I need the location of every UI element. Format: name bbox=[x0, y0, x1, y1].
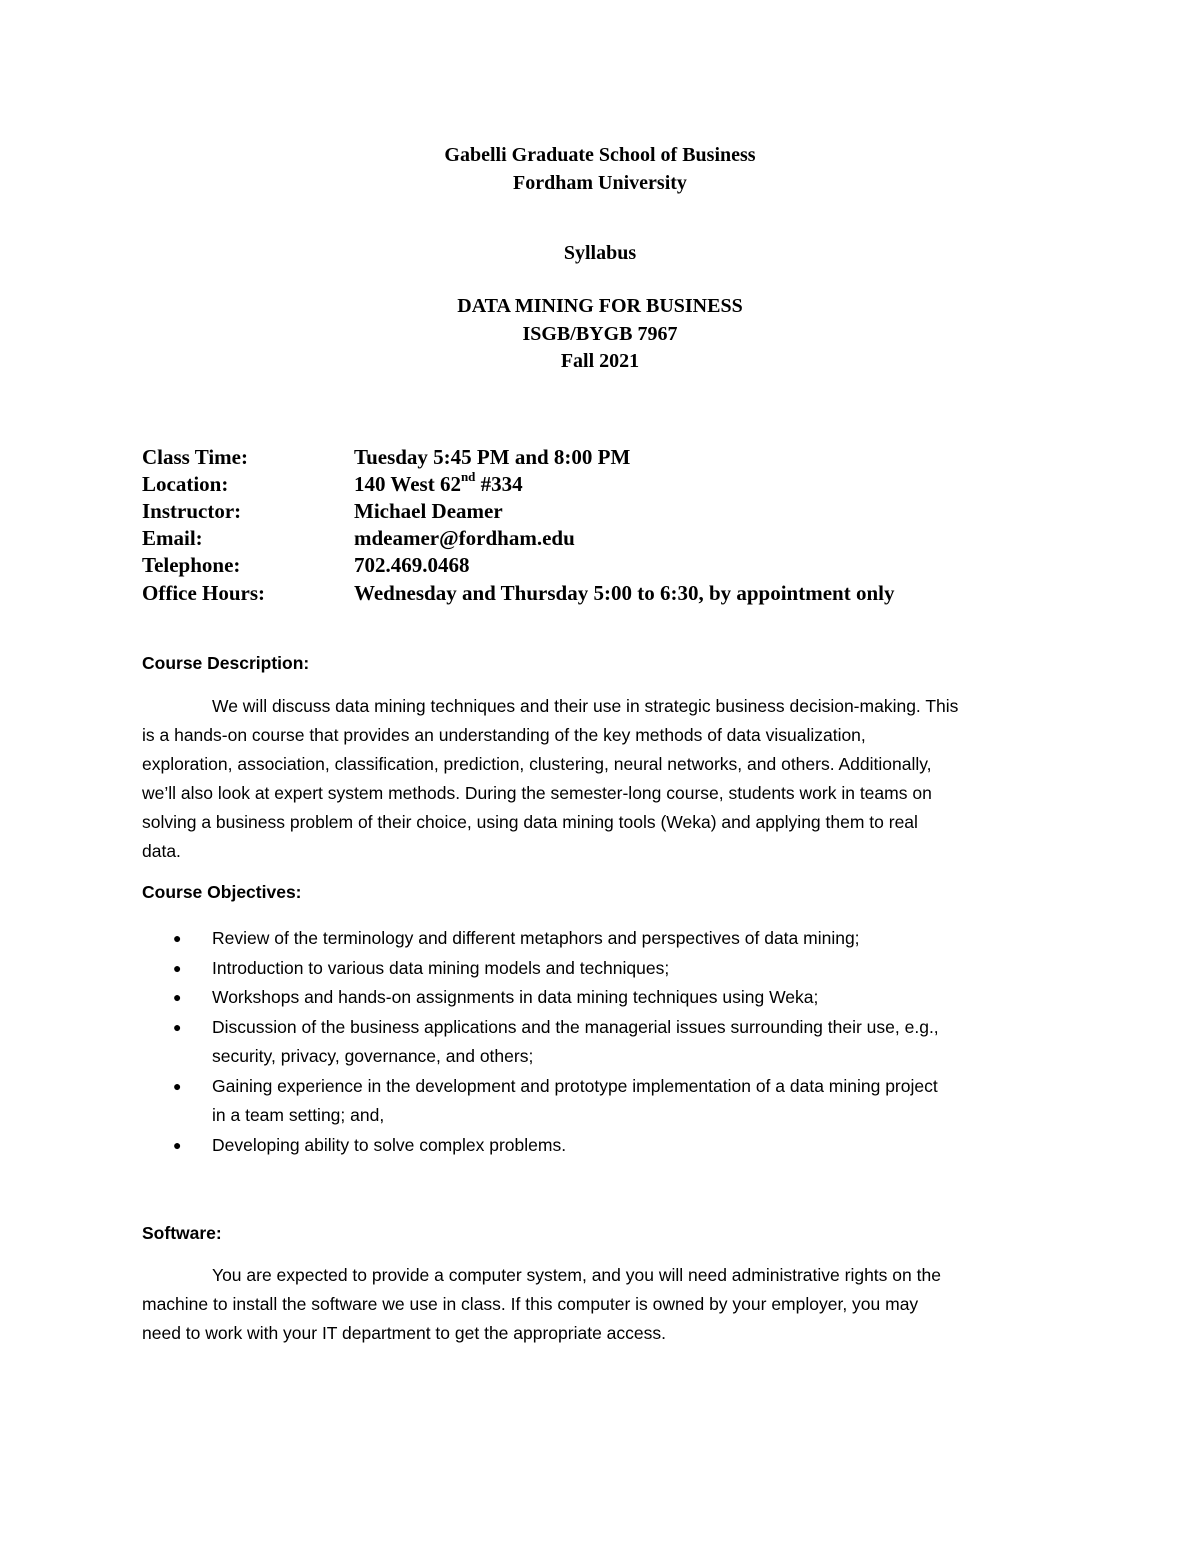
paragraph-line: machine to install the software we use in class. If this computer is owned by your employer, you may bbox=[142, 1294, 919, 1314]
info-row-class-time bbox=[142, 444, 1102, 471]
location-ordinal: nd bbox=[460, 469, 476, 484]
info-row-office-hours bbox=[142, 580, 1102, 607]
info-row-telephone bbox=[142, 552, 1102, 579]
location-value bbox=[354, 471, 523, 497]
list-item-text: Gaining experience in the development and prototype implementation of a data mining project bbox=[212, 1075, 938, 1096]
course-title: DATA MINING FOR BUSINESS bbox=[457, 295, 743, 317]
list-item bbox=[142, 1013, 1072, 1072]
list-item-text: in a team setting; and, bbox=[212, 1105, 385, 1125]
email-label: Email: bbox=[142, 526, 203, 550]
info-row-email bbox=[142, 525, 1102, 552]
office-hours-value: Wednesday and Thursday 5:00 to 6:30, by appointment only bbox=[354, 581, 895, 605]
course-code: ISGB/BYGB 7967 bbox=[522, 323, 678, 345]
software-paragraph bbox=[142, 1261, 1054, 1348]
school-name: Gabelli Graduate School of Business bbox=[444, 144, 756, 166]
bullet-icon: ● bbox=[173, 989, 182, 1005]
list-item-text: Discussion of the business applications and the managerial issues surrounding their use, e.g., bbox=[212, 1016, 939, 1037]
list-item bbox=[142, 924, 1072, 954]
paragraph-line: need to work with your IT department to get the appropriate access. bbox=[142, 1323, 666, 1343]
bullet-icon: ● bbox=[173, 1136, 182, 1153]
list-item bbox=[142, 983, 1072, 1013]
instructor-value: Michael Deamer bbox=[354, 499, 503, 523]
info-row-location bbox=[142, 471, 1102, 498]
list-item bbox=[142, 954, 1072, 984]
class-time-label: Class Time: bbox=[142, 445, 248, 469]
location-room: #334 bbox=[475, 472, 523, 496]
paragraph-line: is a hands-on course that provides an understanding of the key methods of data visualization, bbox=[142, 725, 866, 745]
course-term: Fall 2021 bbox=[560, 350, 640, 372]
paragraph-line: solving a business problem of their choice, using data mining tools (Weka) and applying them to real bbox=[142, 812, 918, 832]
paragraph-line: We will discuss data mining techniques and their use in strategic business decision-making. This bbox=[212, 696, 959, 716]
software-heading: Software: bbox=[142, 1223, 222, 1243]
location-street: 140 West 62 bbox=[354, 472, 461, 496]
telephone-label: Telephone: bbox=[142, 553, 241, 577]
bullet-icon: ● bbox=[173, 959, 182, 976]
course-objectives-heading: Course Objectives: bbox=[142, 882, 302, 902]
objectives-list bbox=[142, 924, 1072, 1160]
list-item-text: Introduction to various data mining models and techniques; bbox=[212, 957, 670, 978]
info-row-instructor bbox=[142, 498, 1102, 525]
email-value: mdeamer@fordham.edu bbox=[354, 526, 575, 550]
list-item bbox=[142, 1131, 1072, 1161]
paragraph-line: You are expected to provide a computer system, and you will need administrative rights on the bbox=[212, 1265, 941, 1285]
course-description-heading: Course Description: bbox=[142, 653, 310, 673]
university-name: Fordham University bbox=[513, 172, 687, 194]
list-item-text: Workshops and hands-on assignments in data mining techniques using Weka; bbox=[212, 987, 819, 1007]
location-label: Location: bbox=[142, 472, 229, 496]
paragraph-line: we’ll also look at expert system methods. During the semester-long course, students work in teams on bbox=[142, 783, 932, 803]
list-item-text: Developing ability to solve complex problems. bbox=[212, 1134, 567, 1155]
list-item-text: Review of the terminology and different metaphors and perspectives of data mining; bbox=[212, 928, 860, 948]
list-item bbox=[142, 1072, 1072, 1131]
paragraph-line: exploration, association, classification, prediction, clustering, neural networks, and others. Additionally, bbox=[142, 754, 932, 774]
bullet-icon: ● bbox=[173, 930, 182, 946]
document-type: Syllabus bbox=[563, 242, 637, 264]
list-item-text: security, privacy, governance, and others; bbox=[212, 1046, 534, 1066]
course-description-paragraph bbox=[142, 692, 1054, 866]
class-time-value: Tuesday 5:45 PM and 8:00 PM bbox=[354, 445, 631, 469]
telephone-value: 702.469.0468 bbox=[354, 553, 470, 577]
office-hours-label: Office Hours: bbox=[142, 581, 266, 605]
bullet-icon: ● bbox=[173, 1018, 182, 1035]
instructor-label: Instructor: bbox=[142, 499, 242, 523]
paragraph-line: data. bbox=[142, 841, 181, 861]
bullet-icon: ● bbox=[173, 1077, 182, 1094]
